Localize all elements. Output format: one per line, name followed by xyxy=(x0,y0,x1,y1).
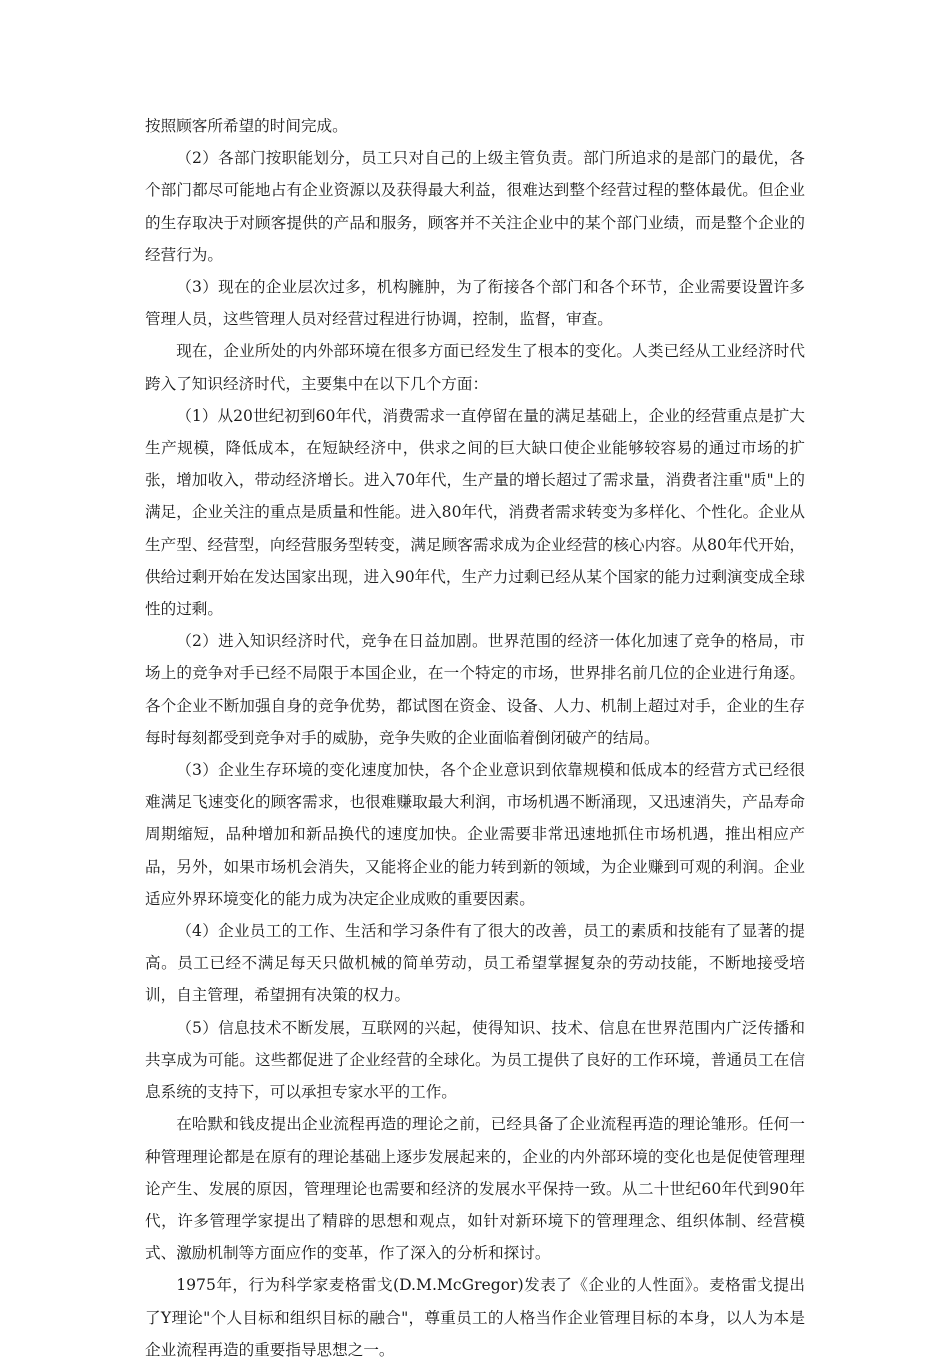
paragraph: （2）各部门按职能划分，员工只对自己的上级主管负责。部门所追求的是部门的最优，各个部门都尽可能地占有企业资源以及获得最大利益，很难达到整个经营过程的整体最优。但企业的生存取决于对顾客提供的产品和服务，顾客并不关注企业中的某个部门业绩，而是整个企业的经营行为。 xyxy=(145,149,805,264)
paragraph: （4）企业员工的工作、生活和学习条件有了很大的改善，员工的素质和技能有了显著的提高。员工已经不满足每天只做机械的简单劳动，员工希望掌握复杂的劳动技能，不断地接受培训，自主管理，希望拥有决策的权力。 xyxy=(145,922,805,1005)
paragraph: （2）进入知识经济时代，竞争在日益加剧。世界范围的经济一体化加速了竞争的格局，市场上的竞争对手已经不局限于本国企业，在一个特定的市场，世界排名前几位的企业进行角逐。各个企业不断加强自身的竞争优势，都试图在资金、设备、人力、机制上超过对手，企业的生存每时每刻都受到竞争对手的威胁，竞争失败的企业面临着倒闭破产的结局。 xyxy=(145,632,805,747)
paragraph: 在哈默和钱皮提出企业流程再造的理论之前，已经具备了企业流程再造的理论雏形。任何一种管理理论都是在原有的理论基础上逐步发展起来的，企业的内外部环境的变化也是促使管理理论产生、发展的原因，管理理论也需要和经济的发展水平保持一致。从二十世纪60年代到90年代，许多管理学家提出了精辟的思想和观点，如针对新环境下的管理理念、组织体制、经营模式、激励机制等方面应作的变革，作了深入的分析和探讨。 xyxy=(145,1115,805,1263)
paragraph: （5）信息技术不断发展，互联网的兴起，使得知识、技术、信息在世界范围内广泛传播和共享成为可能。这些都促进了企业经营的全球化。为员工提供了良好的工作环境，普通员工在信息系统的支持下，可以承担专家水平的工作。 xyxy=(145,1018,805,1102)
paragraph: （3）企业生存环境的变化速度加快，各个企业意识到依靠规模和低成本的经营方式已经很难满足飞速变化的顾客需求，也很难赚取最大利润，市场机遇不断涌现，又迅速消失，产品寿命周期缩短，品种增加和新品换代的速度加快。企业需要非常迅速地抓住市场机遇，推出相应产品，另外，如果市场机会消失，又能将企业的能力转到新的领域，为企业赚到可观的利润。企业适应外界环境变化的能力成为决定企业成败的重要因素。 xyxy=(145,761,805,908)
paragraph: （1）从20世纪初到60年代，消费需求一直停留在量的满足基础上，企业的经营重点是扩大生产规模，降低成本，在短缺经济中，供求之间的巨大缺口使企业能够较容易的通过市场的扩张，增加收入，带动经济增长。进入70年代，生产量的增长超过了需求量，消费者注重"质"上的满足，企业关注的重点是质量和性能。进入80年代，消费者需求转变为多样化、个性化。企业从生产型、经营型，向经营服务型转变，满足顾客需求成为企业经营的核心内容。从80年代开始，供给过剩开始在发达国家出现，进入90年代，生产力过剩已经从某个国家的能力过剩演变成全球性的过剩。 xyxy=(145,406,805,619)
document-body xyxy=(145,110,805,1366)
paragraph: 现在，企业所处的内外部环境在很多方面已经发生了根本的变化。人类已经从工业经济时代跨入了知识经济时代，主要集中在以下几个方面： xyxy=(145,342,805,393)
paragraph: 1975年，行为科学家麦格雷戈(D.M.McGregor)发表了《企业的人性面》。麦格雷戈提出了Y理论"个人目标和组织目标的融合"，尊重员工的人格当作企业管理目标的本身，以人为本是企业流程再造的重要指导思想之一。 xyxy=(145,1276,805,1359)
paragraph: 按照顾客所希望的时间完成。 xyxy=(145,117,348,135)
paragraph: （3）现在的企业层次过多，机构臃肿，为了衔接各个部门和各个环节，企业需要设置许多管理人员，这些管理人员对经营过程进行协调，控制，监督，审查。 xyxy=(145,278,805,329)
